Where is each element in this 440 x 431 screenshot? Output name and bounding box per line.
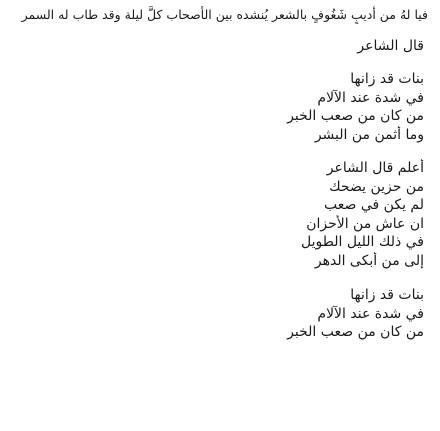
poem-line: من كان من صعب الخبر — [287, 324, 424, 340]
poem-line: لم يكن في صعب — [324, 197, 424, 213]
poem-stanza-1 — [10, 70, 430, 144]
poem-heading: قال الشاعر — [357, 38, 424, 54]
poem-line: بنات قد زانها — [350, 287, 424, 303]
poem-line: من حزين يضحك — [329, 178, 424, 195]
poem-line: في ذلك الليل الطويل — [301, 234, 424, 250]
poem-line: في شدة عند الآلام — [317, 305, 424, 322]
intro-paragraph: فيا لهُ من أديبٍ شَغُوفٍ بالشعر يُنشده بين الأصحاب كلَّ ليلة وقد طاب له السمر — [21, 7, 428, 22]
poem-line: أعلم قال الشاعر — [326, 160, 424, 176]
poem-line: وما أثمن من البشر — [314, 126, 424, 143]
poem-line: من كان من صعب الخبر — [287, 108, 424, 124]
poem-stanza-3 — [10, 286, 430, 342]
poem-line: في شدة عند الآلام — [317, 89, 424, 106]
poem-line: ان عاش من الأحزان — [306, 215, 424, 232]
poem-stanza-2 — [10, 159, 430, 270]
poem-line: إلى من أبكى الدهر — [314, 252, 424, 269]
poem-line: بنات قد زانها — [350, 71, 424, 87]
